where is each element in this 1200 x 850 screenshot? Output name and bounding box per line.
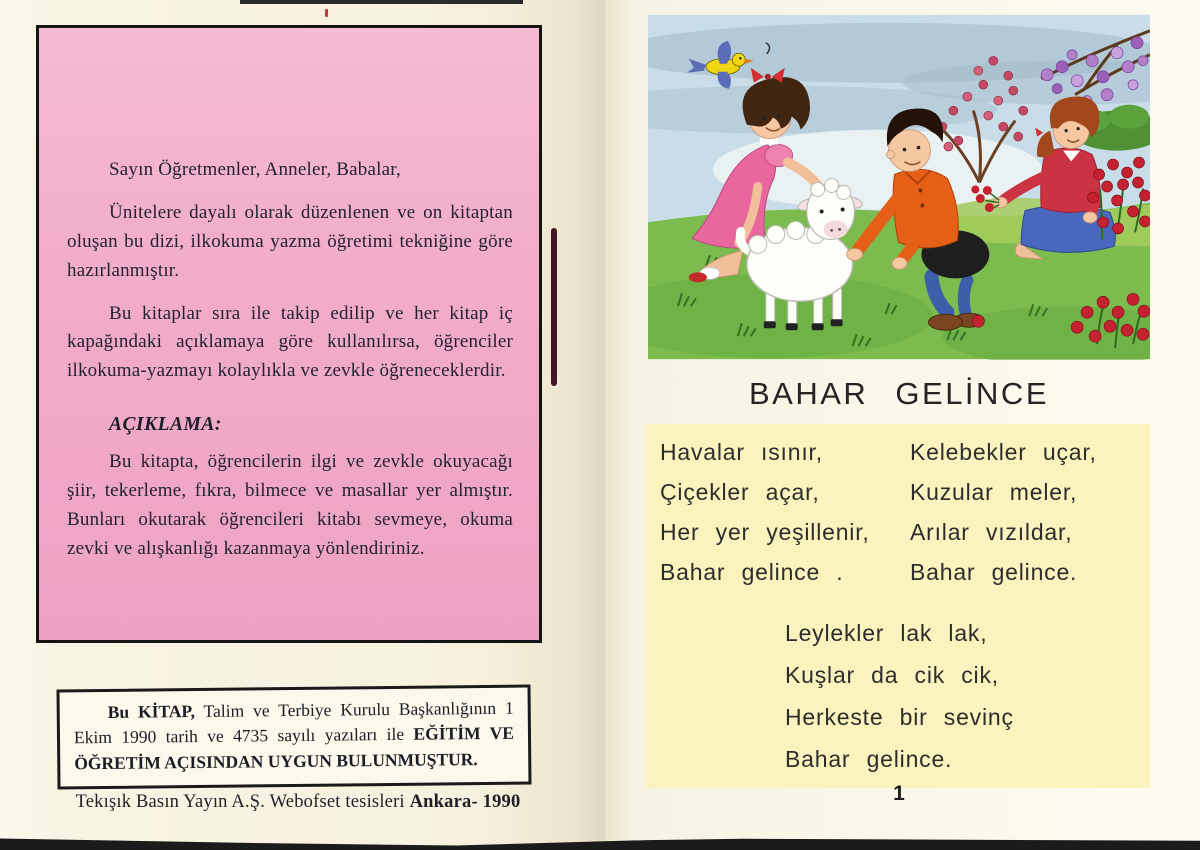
poem-line: Bahar gelince . [660,559,844,585]
imprint-text: Tekışık Basın Yayın A.Ş. Webofset tesisleri [75,792,410,812]
notice-heading: AÇIKLAMA: [109,414,222,436]
poem-line: Kuzular meler, [910,479,1078,505]
poem-column-1 [660,432,870,592]
notice-paragraph-1: Ünitelere dayalı olarak düzenlenen ve on kitaptan oluşan bu dizi, ilkokuma yazma öğretimi tekniğine göre hazırlanmıştır. [67,201,513,281]
publisher-notice-panel [36,25,542,643]
notice-paragraph-3: Bu kitapta, öğrencilerin ilgi ve zevkle okuyacağı şiir, tekerleme, fıkra, bilmece ve masallar yer almıştır. Bunları okutarak öğrencileri kitabı sevmeye, okuma zevki ve alışkanlığı kazanmaya yönlendiriniz. [67,451,513,559]
approval-box [56,685,531,790]
approval-bold-lead: Bu KİTAP, [107,701,196,722]
poem-line: Bahar gelince. [910,559,1078,585]
imprint-line [18,792,578,813]
poem-line: Havalar ısınır, [660,439,823,465]
poem-line: Leylekler lak lak, [785,620,988,646]
poem-line: Bahar gelince. [785,746,953,772]
poem-line: Her yer yeşillenir, [660,519,870,545]
spring-illustration [648,14,1150,360]
page-number: 1 [893,782,905,805]
notice-salutation: Sayın Öğretmenler, Anneler, Babalar, [109,159,401,180]
approval-bold-tail: EĞİTİM VE ÖĞRETİM AÇISINDAN UYGUN BULUNMUŞTUR. [74,723,515,774]
story-title: BAHAR GELİNCE [748,376,1049,411]
poem-stanza-2 [785,612,1014,780]
poem-line: Kelebekler uçar, [910,439,1097,465]
poem-line: Arılar vızıldar, [910,519,1073,545]
spine-shadow [551,228,557,386]
poem-line: Herkeste bir sevinç [785,704,1014,730]
poem-line: Kuşlar da cik cik, [785,662,999,688]
scan-mark [325,9,328,17]
approval-body: Talim ve Terbiye Kurulu Başkanlığının 1 Ekim 1990 tarih ve 4735 sayılı yazıları ile [73,697,514,748]
imprint-bold: Ankara- 1990 [409,792,521,812]
scan-edge-top [240,0,523,4]
notice-paragraph-2: Bu kitaplar sıra ile takip edilip ve her kitap iç kapağındaki açıklamaya göre kullanılırsa, öğrenciler ilkokuma-yazmayı kolaylıkla ve zevkle öğreneceklerdir. [67,302,513,382]
poem-column-2 [910,432,1097,592]
poem-line: Çiçekler açar, [660,479,820,505]
